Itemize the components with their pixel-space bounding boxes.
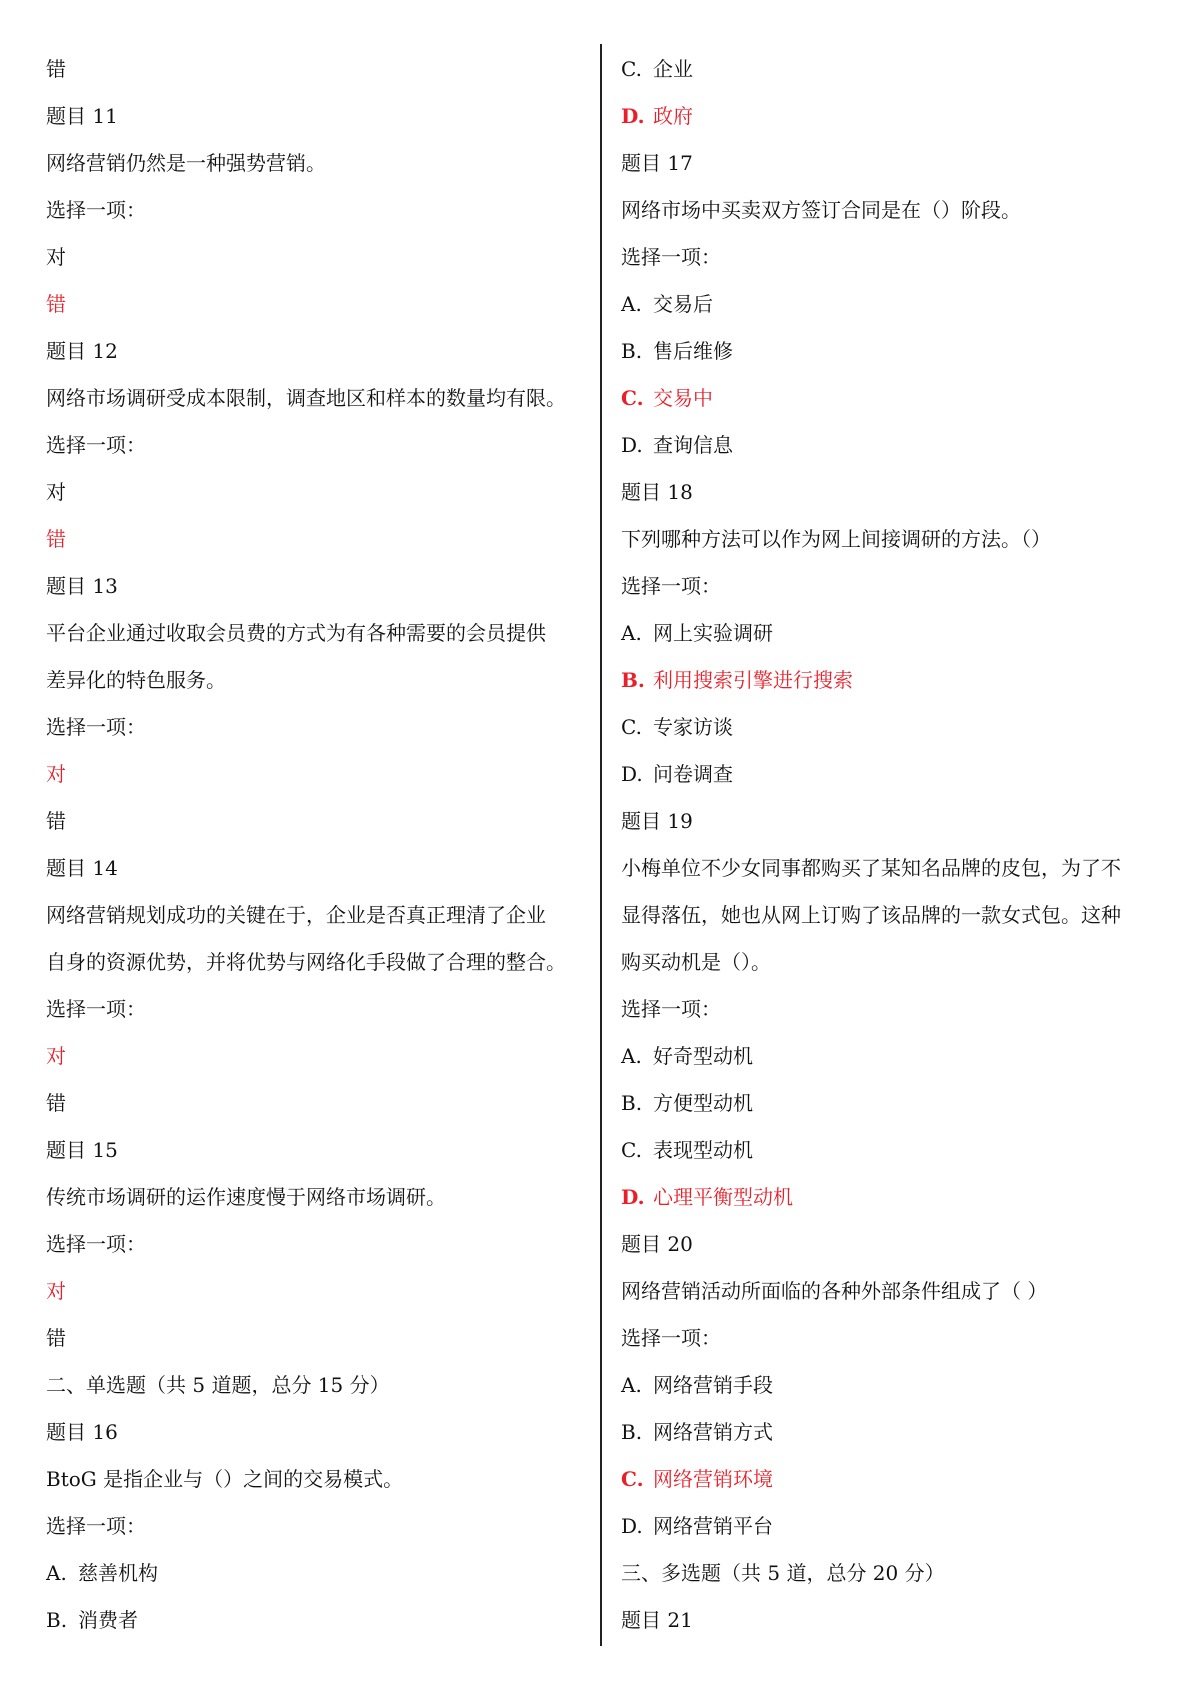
line-text: 平台企业通过收取会员费的方式为有各种需要的会员提供: [46, 621, 546, 645]
answer-option: [621, 93, 1161, 140]
answer-option: [621, 1127, 1161, 1174]
section-heading: [46, 1362, 586, 1409]
answer-option: [621, 1362, 1161, 1409]
line-text: 选择一项：: [46, 997, 146, 1021]
answer-option: [621, 751, 1161, 798]
section-heading: [621, 1550, 1161, 1597]
line-text: 网络市场中买卖双方签订合同是在（）阶段。: [621, 198, 1021, 222]
line-text: 对: [46, 480, 66, 504]
column-divider: [600, 44, 602, 1646]
line-text: 题目 14: [46, 856, 118, 880]
option-text: 慈善机构: [78, 1561, 158, 1585]
line-text: 选择一项：: [621, 574, 721, 598]
line-text: 小梅单位不少女同事都购买了某知名品牌的皮包，为了不: [621, 856, 1121, 880]
option-text: 查询信息: [653, 433, 733, 457]
question-text: [621, 939, 1161, 986]
line-text: 网络营销活动所面临的各种外部条件组成了（ ）: [621, 1279, 1048, 1303]
question-number: [621, 1221, 1161, 1268]
line-text: 题目 19: [621, 809, 693, 833]
option-letter: B.: [46, 1608, 68, 1632]
option-text: 网络营销环境: [653, 1467, 773, 1491]
answer-option: [621, 1080, 1161, 1127]
question-text: [621, 1268, 1161, 1315]
option-text: 网络营销方式: [653, 1420, 773, 1444]
question-number: [46, 93, 586, 140]
left-column: [46, 46, 586, 1644]
line-text: 题目 21: [621, 1608, 693, 1632]
answer-option: [46, 1597, 586, 1644]
line-text: 网络营销规划成功的关键在于，企业是否真正理清了企业: [46, 903, 546, 927]
option-letter: D.: [621, 104, 645, 128]
question-number: [621, 1597, 1161, 1644]
answer-option: [621, 657, 1161, 704]
question-text: [46, 892, 586, 939]
option-letter: B.: [621, 1091, 643, 1115]
line-text: 三、多选题（共 5 道，总分 20 分）: [621, 1561, 945, 1585]
line-text: 选择一项：: [621, 1326, 721, 1350]
question-number: [46, 328, 586, 375]
question-text: [621, 516, 1161, 563]
option-text: 专家访谈: [653, 715, 733, 739]
right-column: [621, 46, 1161, 1644]
option-text: 消费者: [78, 1608, 138, 1632]
choose-one-prompt: [46, 1221, 586, 1268]
option-text: 利用搜索引擎进行搜索: [653, 668, 853, 692]
option-text: 企业: [653, 57, 693, 81]
line-text: 自身的资源优势，并将优势与网络化手段做了合理的整合。: [46, 950, 566, 974]
option-text: 好奇型动机: [653, 1044, 753, 1068]
line-text: 题目 12: [46, 339, 118, 363]
question-text: [46, 375, 586, 422]
question-number: [621, 140, 1161, 187]
line-text: 对: [46, 245, 66, 269]
question-text: [46, 1174, 586, 1221]
line-text: 选择一项：: [621, 997, 721, 1021]
answer-option: [621, 46, 1161, 93]
line-text: 错: [46, 292, 66, 316]
question-number: [621, 798, 1161, 845]
question-text: [46, 610, 586, 657]
true-false-option: [46, 798, 586, 845]
true-false-option: [46, 1080, 586, 1127]
line-text: 错: [46, 1326, 66, 1350]
line-text: 选择一项：: [46, 1232, 146, 1256]
question-text: [621, 892, 1161, 939]
option-letter: C.: [621, 715, 642, 739]
choose-one-prompt: [46, 187, 586, 234]
line-text: 对: [46, 1279, 66, 1303]
true-false-option: [46, 1033, 586, 1080]
option-letter: A.: [621, 292, 642, 316]
option-text: 表现型动机: [653, 1138, 753, 1162]
option-letter: B.: [621, 668, 645, 692]
option-text: 方便型动机: [653, 1091, 753, 1115]
line-text: 错: [46, 57, 66, 81]
answer-option: [621, 375, 1161, 422]
option-letter: C.: [621, 1138, 642, 1162]
true-false-option: [46, 46, 586, 93]
option-letter: C.: [621, 57, 642, 81]
line-text: 二、单选题（共 5 道题，总分 15 分）: [46, 1373, 390, 1397]
true-false-option: [46, 516, 586, 563]
line-text: 传统市场调研的运作速度慢于网络市场调研。: [46, 1185, 446, 1209]
choose-one-prompt: [621, 234, 1161, 281]
line-text: 网络市场调研受成本限制，调查地区和样本的数量均有限。: [46, 386, 566, 410]
choose-one-prompt: [46, 422, 586, 469]
question-number: [46, 1409, 586, 1456]
line-text: BtoG 是指企业与（）之间的交易模式。: [46, 1467, 404, 1491]
question-text: [46, 140, 586, 187]
question-text: [621, 187, 1161, 234]
option-text: 政府: [653, 104, 693, 128]
answer-option: [621, 1503, 1161, 1550]
option-text: 问卷调查: [653, 762, 733, 786]
option-letter: C.: [621, 1467, 644, 1491]
true-false-option: [46, 1315, 586, 1362]
answer-option: [621, 1456, 1161, 1503]
option-text: 心理平衡型动机: [653, 1185, 793, 1209]
option-letter: B.: [621, 1420, 643, 1444]
line-text: 选择一项：: [46, 1514, 146, 1538]
option-letter: A.: [621, 621, 642, 645]
answer-option: [621, 328, 1161, 375]
line-text: 错: [46, 809, 66, 833]
line-text: 错: [46, 1091, 66, 1115]
option-letter: D.: [621, 1185, 645, 1209]
line-text: 对: [46, 762, 66, 786]
line-text: 显得落伍，她也从网上订购了该品牌的一款女式包。这种: [621, 903, 1121, 927]
option-letter: A.: [621, 1044, 642, 1068]
line-text: 题目 20: [621, 1232, 693, 1256]
answer-option: [621, 1409, 1161, 1456]
choose-one-prompt: [46, 1503, 586, 1550]
option-letter: C.: [621, 386, 644, 410]
true-false-option: [46, 234, 586, 281]
option-text: 售后维修: [653, 339, 733, 363]
question-number: [46, 1127, 586, 1174]
choose-one-prompt: [46, 986, 586, 1033]
option-letter: D.: [621, 1514, 643, 1538]
true-false-option: [46, 469, 586, 516]
choose-one-prompt: [621, 986, 1161, 1033]
line-text: 题目 16: [46, 1420, 118, 1444]
line-text: 选择一项：: [621, 245, 721, 269]
question-number: [621, 469, 1161, 516]
true-false-option: [46, 281, 586, 328]
line-text: 差异化的特色服务。: [46, 668, 226, 692]
answer-option: [621, 281, 1161, 328]
line-text: 错: [46, 527, 66, 551]
question-text: [621, 845, 1161, 892]
answer-option: [621, 704, 1161, 751]
choose-one-prompt: [46, 704, 586, 751]
option-letter: B.: [621, 339, 643, 363]
question-text: [46, 939, 586, 986]
answer-option: [621, 1033, 1161, 1080]
question-text: [46, 1456, 586, 1503]
option-text: 交易中: [653, 386, 713, 410]
answer-option: [621, 1174, 1161, 1221]
option-text: 网上实验调研: [653, 621, 773, 645]
option-text: 网络营销平台: [653, 1514, 773, 1538]
choose-one-prompt: [621, 1315, 1161, 1362]
line-text: 题目 11: [46, 104, 118, 128]
answer-option: [621, 610, 1161, 657]
line-text: 题目 15: [46, 1138, 118, 1162]
option-letter: D.: [621, 433, 643, 457]
line-text: 题目 18: [621, 480, 693, 504]
line-text: 下列哪种方法可以作为网上间接调研的方法。（）: [621, 527, 1051, 551]
option-letter: A.: [621, 1373, 642, 1397]
line-text: 题目 13: [46, 574, 118, 598]
line-text: 选择一项：: [46, 715, 146, 739]
question-number: [46, 845, 586, 892]
line-text: 题目 17: [621, 151, 693, 175]
option-text: 交易后: [653, 292, 713, 316]
true-false-option: [46, 1268, 586, 1315]
line-text: 购买动机是（）。: [621, 950, 771, 974]
choose-one-prompt: [621, 563, 1161, 610]
question-text: [46, 657, 586, 704]
line-text: 选择一项：: [46, 198, 146, 222]
answer-option: [46, 1550, 586, 1597]
option-letter: D.: [621, 762, 643, 786]
question-number: [46, 563, 586, 610]
line-text: 网络营销仍然是一种强势营销。: [46, 151, 326, 175]
option-letter: A.: [46, 1561, 67, 1585]
option-text: 网络营销手段: [653, 1373, 773, 1397]
true-false-option: [46, 751, 586, 798]
line-text: 选择一项：: [46, 433, 146, 457]
answer-option: [621, 422, 1161, 469]
line-text: 对: [46, 1044, 66, 1068]
